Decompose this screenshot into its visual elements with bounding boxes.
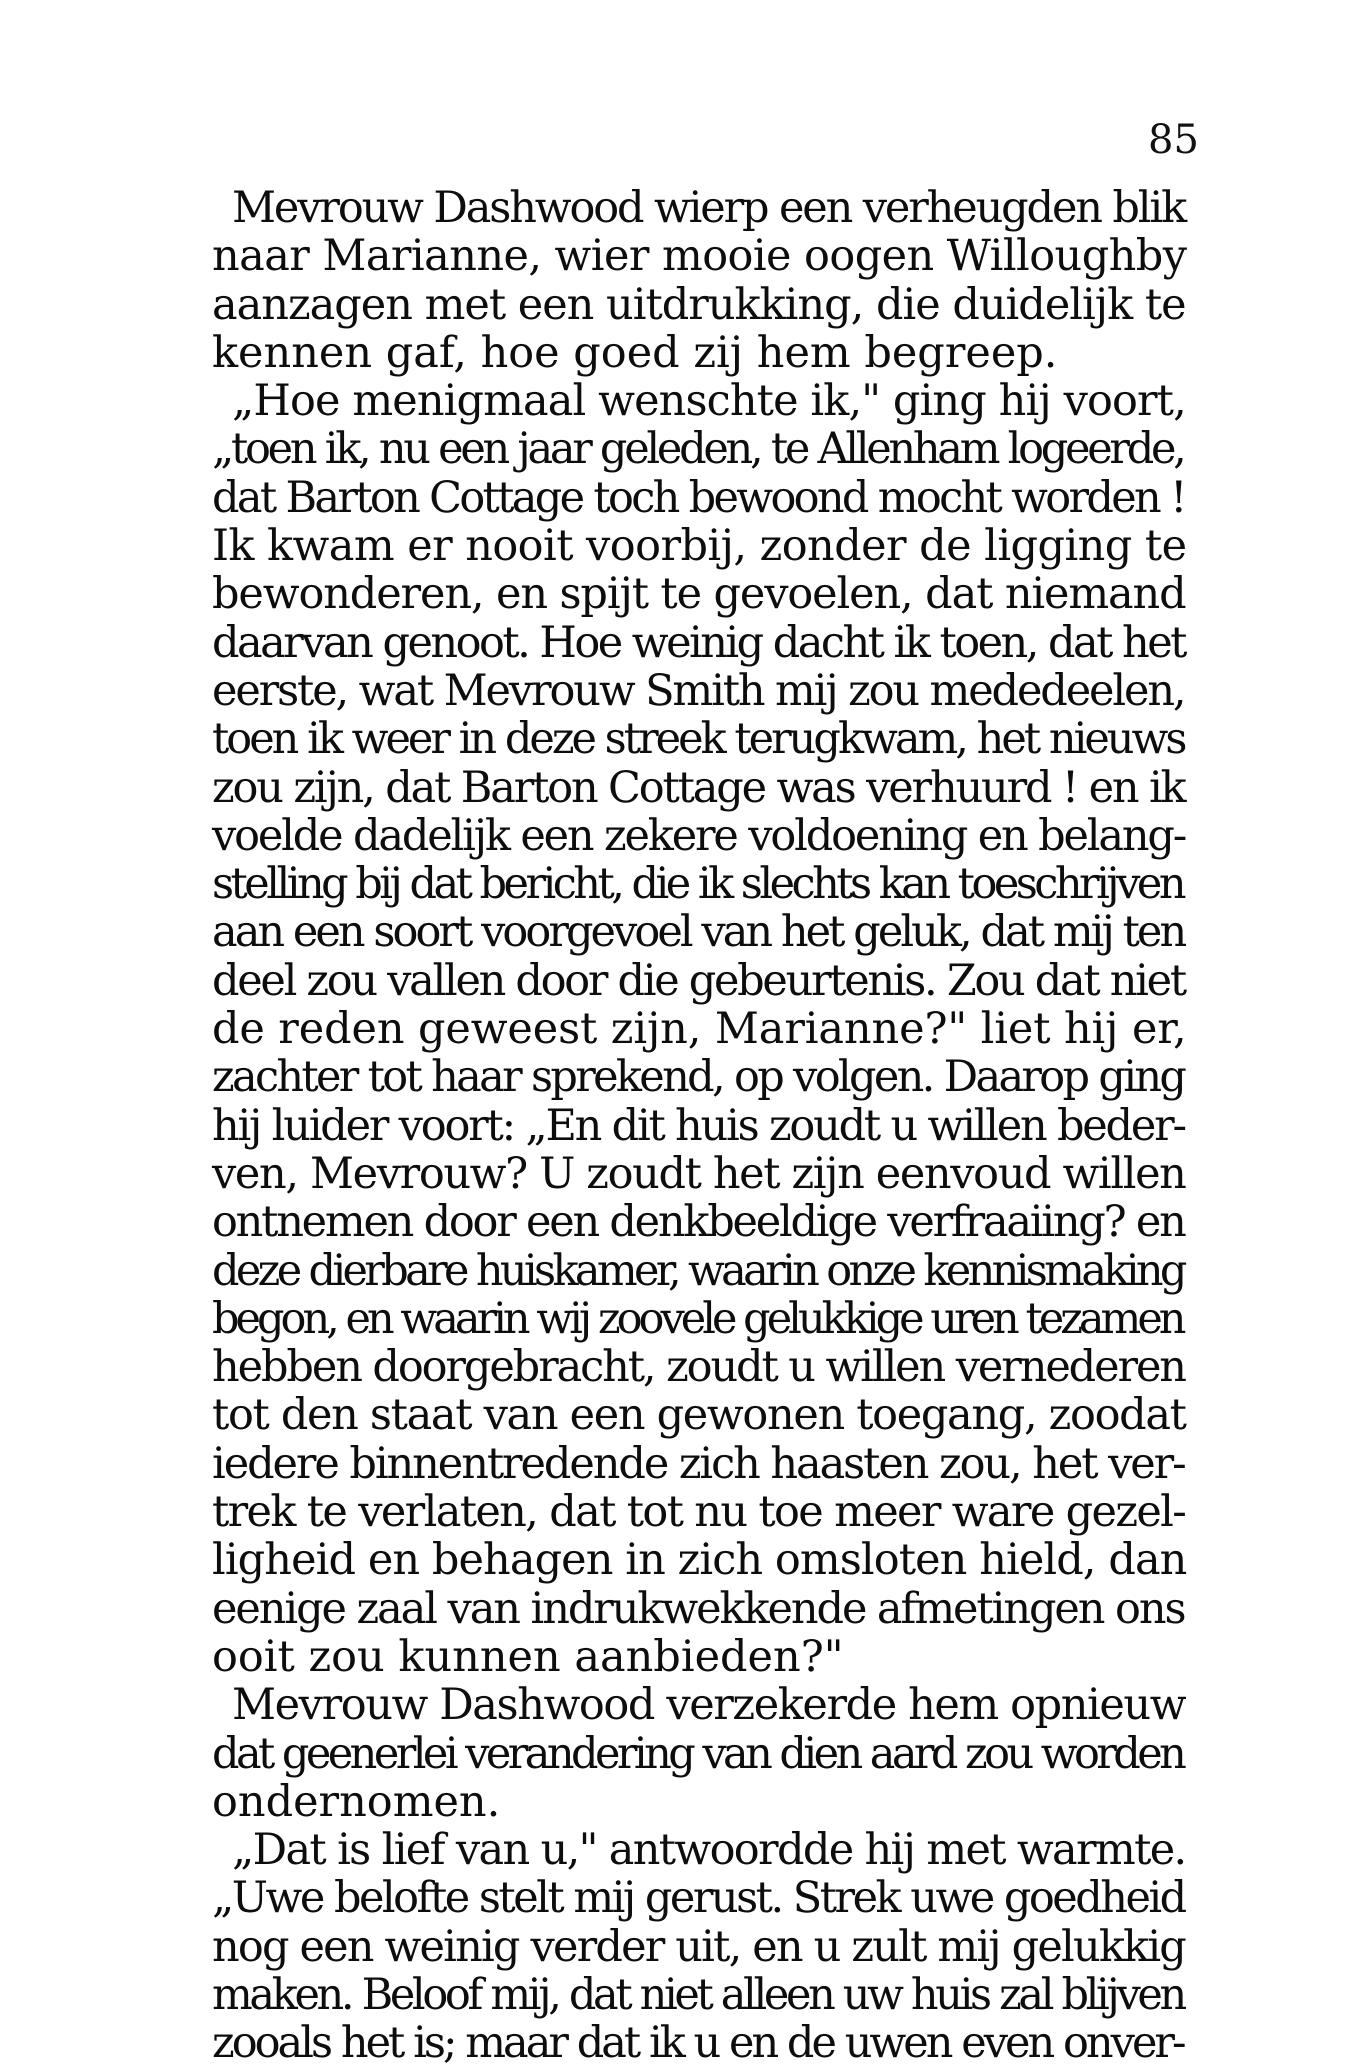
text-line: naar Marianne, wier mooie oogen Willoughby	[212, 231, 1187, 282]
text-line: „toen ik, nu een jaar geleden, te Allenham logeerde,	[212, 424, 1184, 475]
text-line: ven, Mevrouw? U zoudt het zijn eenvoud willen	[212, 1148, 1186, 1199]
text-line: zooals het is; maar dat ik u en de uwen even onver-	[212, 2018, 1184, 2068]
text-line: Mevrouw Dashwood wierp een verheugden blik	[232, 183, 1185, 233]
text-line: ondernomen.	[212, 1776, 501, 1827]
text-line: dat geenerlei verandering van dien aard zou worden	[212, 1728, 1184, 1779]
text-line: toen ik weer in deze streek terugkwam, het nieuws	[212, 714, 1185, 765]
text-line: ooit zou kunnen aanbieden?"	[212, 1631, 844, 1682]
text-line: hebben doorgebracht, zoudt u willen vernederen	[212, 1342, 1185, 1393]
text-line: aan een soort voorgevoel van het geluk, dat mij ten	[212, 907, 1185, 958]
text-line: aanzagen met een uitdrukking, die duidelijk te	[212, 279, 1186, 330]
text-line: tot den staat van een gewonen toegang, zoodat	[212, 1390, 1186, 1441]
text-line: deel zou vallen door die gebeurtenis. Zou dat niet	[212, 955, 1185, 1006]
text-line: daarvan genoot. Hoe weinig dacht ik toen, dat het	[212, 617, 1185, 668]
text-line: Mevrouw Dashwood verzekerde hem opnieuw	[232, 1680, 1186, 1731]
text-line: ligheid en behagen in zich omsloten hield, dan	[212, 1535, 1187, 1586]
text-line: zou zijn, dat Barton Cottage was verhuurd ! en ik	[212, 762, 1185, 813]
text-line: stelling bij dat bericht, die ik slechts kan toeschrijven	[212, 859, 1184, 910]
text-line: deze dierbare huiskamer, waarin onze kennismaking	[212, 1245, 1184, 1296]
text-line: eerste, wat Mevrouw Smith mij zou mededeelen,	[212, 665, 1185, 716]
text-line: „Uwe belofte stelt mij gerust. Strek uwe goedheid	[212, 1873, 1185, 1924]
page-number: 85	[1148, 117, 1199, 163]
text-line: ontnemen door een denkbeeldige verfraaiing? en	[212, 1197, 1185, 1248]
text-line: „Hoe menigmaal wenschte ik," ging hij voort,	[232, 376, 1186, 427]
text-line: „Dat is lief van u," antwoordde hij met warmte.	[232, 1825, 1186, 1876]
text-line: zachter tot haar sprekend, op volgen. Daarop ging	[212, 1052, 1185, 1103]
text-line: begon, en waarin wij zoovele gelukkige uren tezamen	[212, 1293, 1183, 1344]
body-text	[212, 184, 1187, 2068]
text-line: Ik kwam er nooit voorbij, zonder de ligging te	[212, 521, 1187, 572]
text-line: bewonderen, en spijt te gevoelen, dat niemand	[212, 569, 1186, 620]
text-line: iedere binnentredende zich haasten zou, het ver-	[212, 1438, 1185, 1489]
text-line: eenige zaal van indrukwekkende afmetingen ons	[212, 1583, 1185, 1634]
text-line: nog een weinig verder uit, en u zult mij gelukkig	[212, 1921, 1185, 1972]
text-line: de reden geweest zijn, Marianne?" liet hij er,	[212, 1004, 1187, 1055]
text-line: hij luider voort: „En dit huis zoudt u willen beder-	[212, 1100, 1185, 1151]
text-line: maken. Beloof mij, dat niet alleen uw huis zal blijven	[212, 1969, 1184, 2020]
text-line: dat Barton Cottage toch bewoond mocht worden !	[212, 472, 1185, 523]
text-line: voelde dadelijk een zekere voldoening en belang-	[212, 810, 1186, 861]
text-line: kennen gaf, hoe goed zij hem begreep.	[212, 327, 1058, 378]
text-line: trek te verlaten, dat tot nu toe meer ware gezel-	[212, 1487, 1186, 1538]
